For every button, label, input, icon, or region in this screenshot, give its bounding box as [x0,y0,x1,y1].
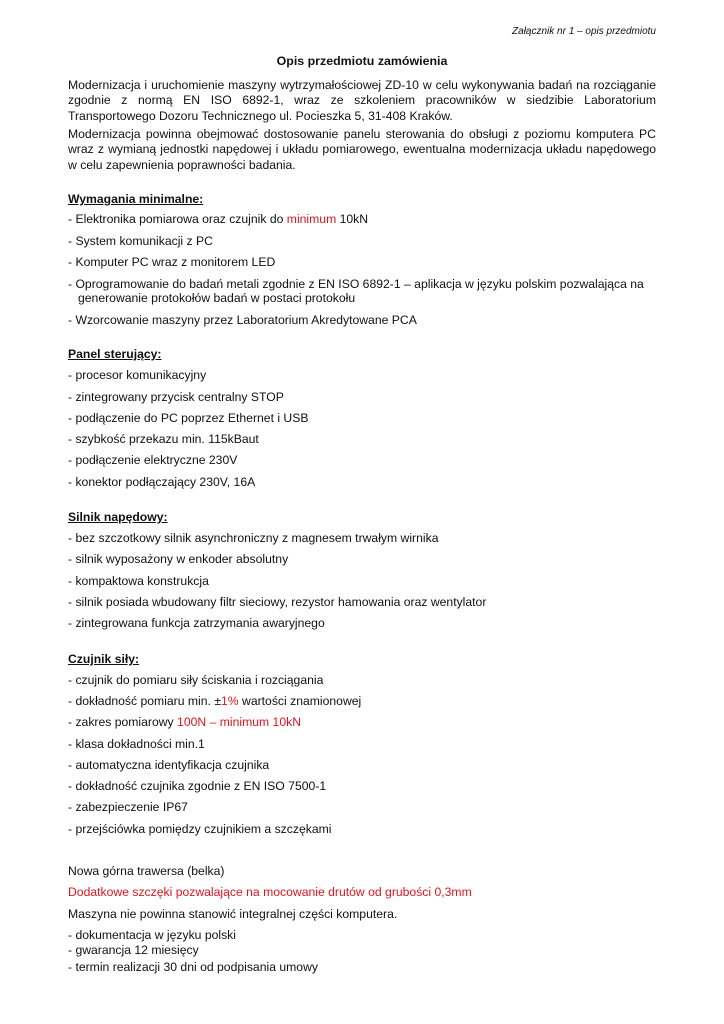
list-item: - dokumentacja w języku polski [68,928,236,942]
annex-label: Załącznik nr 1 – opis przedmiotu [512,26,656,37]
list-item: - klasa dokładności min.1 [68,737,205,751]
list-item: - System komunikacji z PC [68,234,213,248]
list-item: - konektor podłączający 230V, 16A [68,475,256,489]
section-heading-force-sensor: Czujnik siły: [68,652,140,666]
list-item: - Komputer PC wraz z monitorem LED [68,255,276,269]
list-item: - zintegrowany przycisk centralny STOP [68,390,284,404]
intro-p1-line: Modernizacja i uruchomienie maszyny wytrzymałościowej ZD-10 w celu wykonywania badań na rozciąganie [68,78,656,92]
list-item [68,212,368,227]
section-heading-minimum-requirements: Wymagania minimalne: [68,192,204,206]
list-item-text: - zakres pomiarowy [68,715,178,729]
highlight-text: minimum [286,212,337,226]
list-item-text: - Elektronika pomiarowa oraz czujnik do [68,212,287,226]
list-item: - termin realizacji 30 dni od podpisania umowy [68,960,318,974]
intro-paragraph-2 [68,127,656,173]
list-item: - dokładność czujnika zgodnie z EN ISO 7500-1 [68,779,327,793]
intro-p2-line: w celu zapewnienia poprawności badania. [68,157,296,172]
list-item-continuation: generowanie protokołów badań w postaci protokołu [78,291,356,305]
list-item: - czujnik do pomiaru siły ściskania i rozciągania [68,673,324,687]
list-item: - Oprogramowanie do badań metali zgodnie z EN ISO 6892-1 – aplikacja w języku polskim pozwalająca na [68,277,644,291]
list-item: - silnik wyposażony w enkoder absolutny [68,552,289,566]
list-item [68,715,301,730]
section-heading-control-panel: Panel sterujący: [68,347,162,361]
list-item: - bez szczotkowy silnik asynchroniczny z magnesem trwałym wirnika [68,531,439,545]
list-item: - szybkość przekazu min. 115kBaut [68,432,259,446]
list-item-text: - dokładność pomiaru min. ± [68,694,222,708]
list-item-text: wartości znamionowej [238,694,362,708]
not-integral-note: Maszyna nie powinna stanowić integralnej części komputera. [68,907,398,921]
intro-p1-line: zgodnie z normą EN ISO 6892-1, wraz ze szkoleniem pracowników w siedzibie Laboratorium [68,93,656,108]
list-item: - procesor komunikacyjny [68,368,207,382]
list-item: - automatyczna identyfikacja czujnika [68,758,270,772]
document-title: Opis przedmiotu zamówienia [276,54,448,68]
list-item [68,694,361,709]
list-item: - przejściówka pomiędzy czujnikiem a szczękami [68,822,332,836]
crossbeam-note: Nowa górna trawersa (belka) [68,864,225,878]
highlight-text: 1% [221,694,239,708]
list-item: - podłączenie elektryczne 230V [68,453,238,467]
list-item: - gwarancja 12 miesięcy [68,943,199,957]
list-item: - silnik posiada wbudowany filtr sieciowy, rezystor hamowania oraz wentylator [68,595,487,609]
highlight-text: 100N – minimum 10kN [177,715,301,729]
intro-p1-line: Transportowego Dozoru Technicznego ul. Pocieszka 5, 31-408 Kraków. [68,108,453,123]
list-item: - podłączenie do PC poprzez Ethernet i USB [68,411,309,425]
intro-p2-line: wraz z wymianą jednostki napędowej i układu pomiarowego, ewentualna modernizacja układu napędowego [68,142,656,157]
intro-paragraph-1 [68,78,656,124]
list-item: - Wzorcowanie maszyny przez Laboratorium Akredytowane PCA [68,313,417,327]
jaws-note: Dodatkowe szczęki pozwalające na mocowanie drutów od grubości 0,3mm [68,885,472,899]
list-item-text: 10kN [336,212,369,226]
intro-p2-line: Modernizacja powinna obejmować dostosowanie panelu sterowania do obsługi z poziomu komputera PC [68,127,656,141]
list-item: - kompaktowa konstrukcja [68,574,209,588]
list-item: - zabezpieczenie IP67 [68,800,188,814]
section-heading-drive-motor: Silnik napędowy: [68,510,168,524]
list-item: - zintegrowana funkcja zatrzymania awaryjnego [68,616,325,630]
